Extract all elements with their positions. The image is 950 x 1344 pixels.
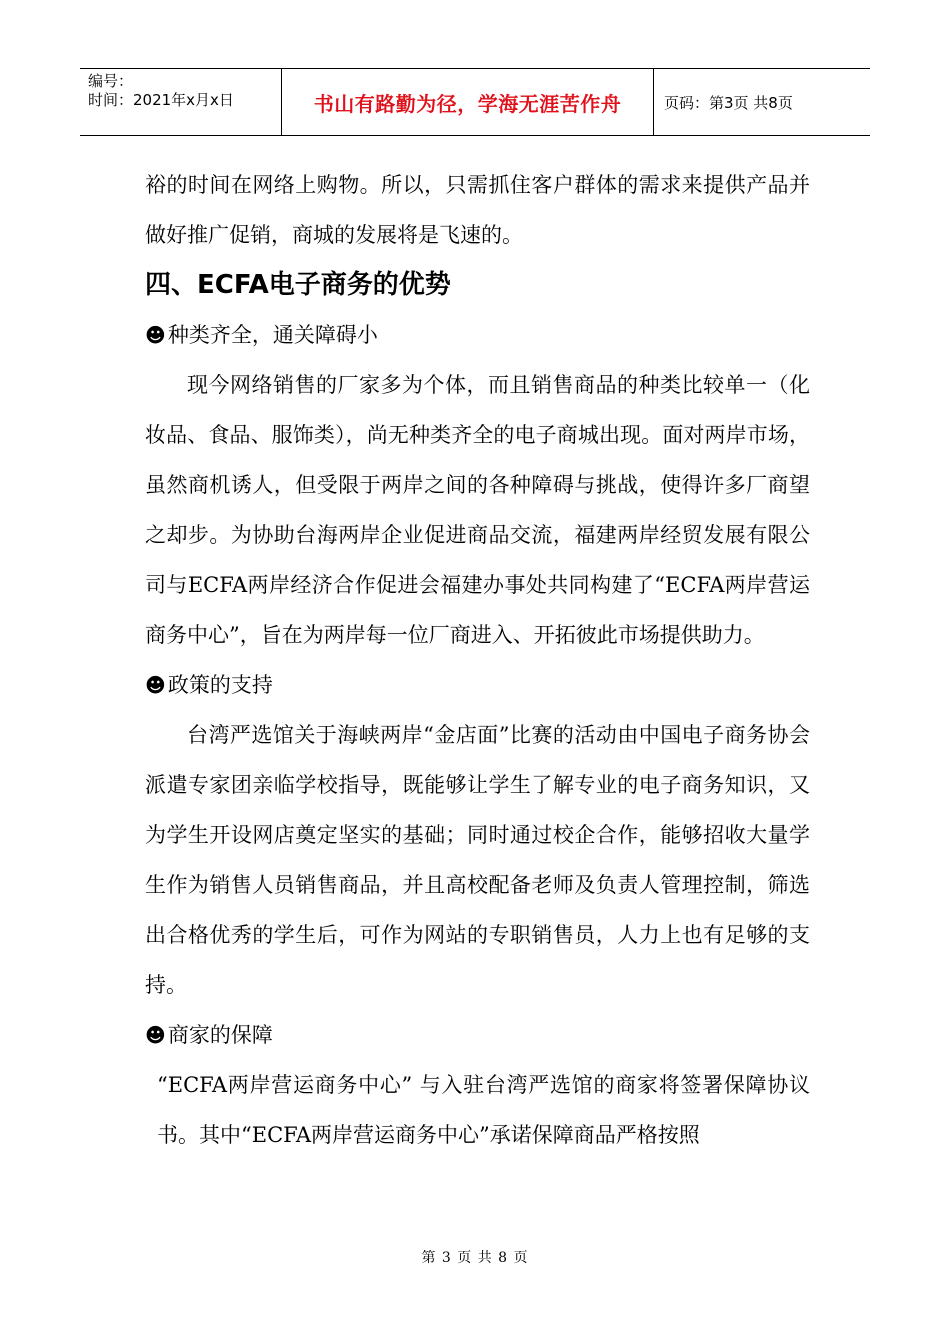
smiley-bullet-icon: ☻: [145, 1023, 166, 1047]
bullet-item: [145, 1010, 810, 1060]
paragraph: “ECFA两岸营运商务中心” 与入驻台湾严选馆的商家将签署保障协议书。其中“ECFA两岸营运商务中心”承诺保障商品严格按照: [157, 1073, 810, 1147]
bullet-item: [145, 310, 810, 360]
smiley-bullet-icon: ☻: [145, 323, 166, 347]
smiley-bullet-icon: ☻: [145, 673, 166, 697]
bullet-label: 政策的支持: [167, 673, 273, 697]
header-motto: 书山有路勤为径，学海无涯苦作舟: [282, 69, 654, 135]
section-title: 四、ECFA电子商务的优势: [145, 270, 451, 300]
document-date: 时间：2021年x月x日: [88, 91, 234, 109]
page-header: [80, 68, 870, 136]
document-number: 编号：: [88, 72, 134, 90]
bullet-item: [145, 660, 810, 710]
paragraph: 台湾严选馆关于海峡两岸“金店面”比赛的活动由中国电子商务协会派遣专家团亲临学校指导，既能够让学生了解专业的电子商务知识，又为学生开设网店奠定坚实的基础；同时通过校企合作，能够招收大量学生作为销售人员销售商品，并且高校配备老师及负责人管理控制，筛选出合格优秀的学生后，可作为网站的专职销售员，人力上也有足够的支持。: [145, 723, 810, 997]
header-page-info: 页码：第3页 共8页: [664, 93, 793, 112]
bullet-label: 商家的保障: [167, 1023, 273, 1047]
page-footer: 第 3 页 共 8 页: [421, 1250, 529, 1266]
header-meta: [80, 69, 282, 135]
bullet-label: 种类齐全，通关障碍小: [167, 323, 378, 347]
paragraph-continued: 裕的时间在网络上购物。所以，只需抓住客户群体的需求来提供产品并做好推广促销，商城的发展将是飞速的。: [145, 173, 810, 247]
document-body: [145, 160, 810, 1160]
paragraph: 现今网络销售的厂家多为个体，而且销售商品的种类比较单一（化妆品、食品、服饰类），尚无种类齐全的电子商城出现。面对两岸市场，虽然商机诱人，但受限于两岸之间的各种障碍与挑战，使得许多厂商望之却步。为协助台海两岸企业促进商品交流，福建两岸经贸发展有限公司与ECFA两岸经济合作促进会福建办事处共同构建了“ECFA两岸营运商务中心”，旨在为两岸每一位厂商进入、开拓彼此市场提供助力。: [145, 373, 810, 647]
